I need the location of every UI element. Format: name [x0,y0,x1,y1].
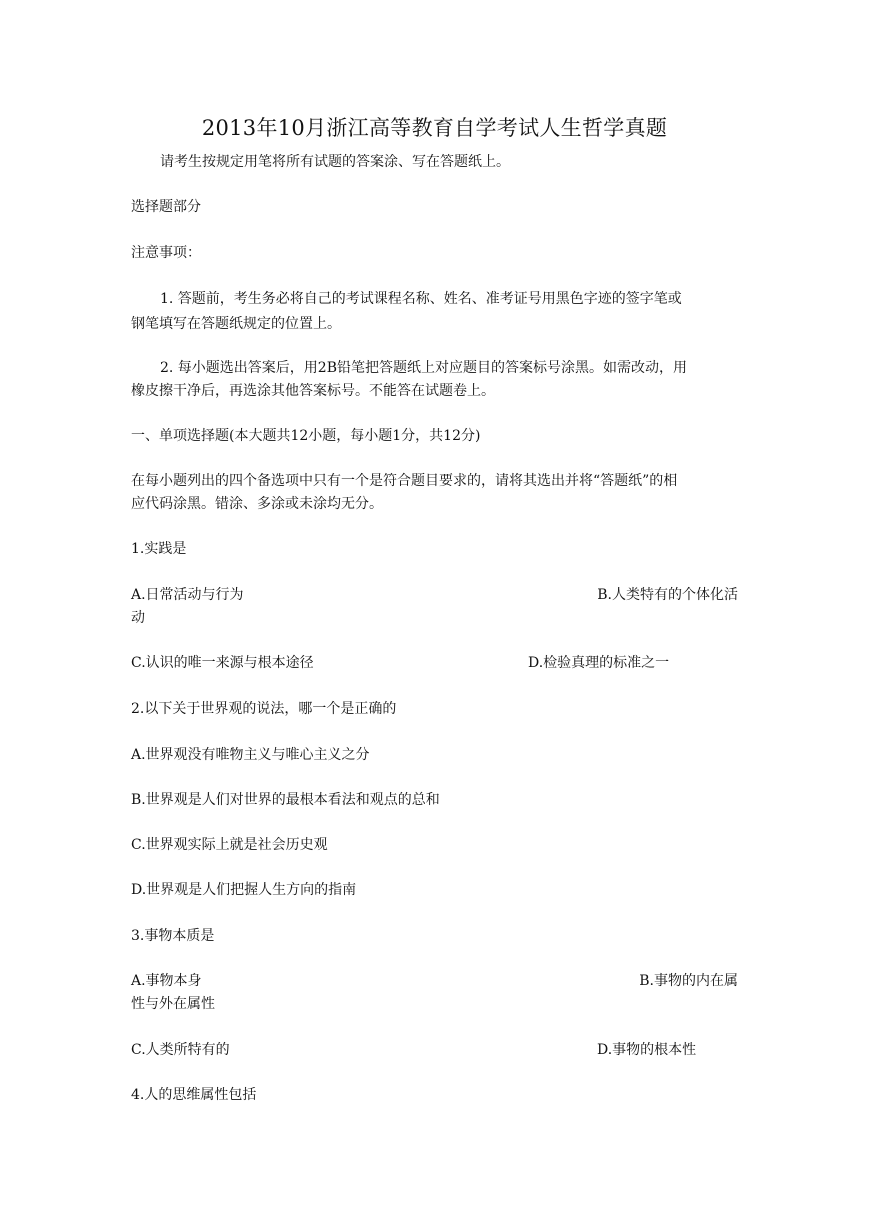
question-1-option-c: C.认识的唯一来源与根本途径 [131,655,314,671]
question-1-option-b: B.人类特有的个体化活 [597,587,738,603]
note-2-line-2: 橡皮擦干净后，再选涂其他答案标号。不能答在试题卷上。 [131,383,495,399]
question-1-option-d: D.检验真理的标准之一 [528,655,670,671]
note-1-line-1: 1. 答题前，考生务必将自己的考试课程名称、姓名、准考证号用黑色字迹的签字笔或 [160,291,682,307]
notes-heading: 注意事项： [131,245,201,261]
page-title: 2013年10月浙江高等教育自学考试人生哲学真题 [201,116,668,140]
instruction-text: 请考生按规定用笔将所有试题的答案涂、写在答题纸上。 [160,154,510,170]
part-1-instruction-line-1: 在每小题列出的四个备选项中只有一个是符合题目要求的，请将其选出并将“答题纸”的相 [131,473,678,489]
question-3-option-a: A.事物本身 [131,973,202,989]
note-2-line-1: 2. 每小题选出答案后，用2B铅笔把答题纸上对应题目的答案标号涂黑。如需改动，用 [160,360,688,376]
question-3-stem: 3.事物本质是 [131,928,215,944]
question-2-option-a: A.世界观没有唯物主义与唯心主义之分 [131,747,370,763]
question-3-option-c: C.人类所特有的 [131,1042,230,1058]
part-1-heading: 一、单项选择题(本大题共12小题，每小题1分，共12分) [131,428,481,444]
question-2-stem: 2.以下关于世界观的说法，哪一个是正确的 [131,701,397,717]
part-1-instruction-line-2: 应代码涂黑。错涂、多涂或未涂均无分。 [131,496,383,512]
note-1-line-2: 钢笔填写在答题纸规定的位置上。 [131,316,341,332]
question-2-option-c: C.世界观实际上就是社会历史观 [131,837,328,853]
question-2-option-b: B.世界观是人们对世界的最根本看法和观点的总和 [131,792,440,808]
section-heading: 选择题部分 [131,199,201,215]
question-4-stem: 4.人的思维属性包括 [131,1087,257,1103]
question-1-option-a: A.日常活动与行为 [131,587,244,603]
question-3-option-d: D.事物的根本性 [597,1042,697,1058]
question-1-option-b-wrap: 动 [131,610,145,626]
question-2-option-d: D.世界观是人们把握人生方向的指南 [131,882,357,898]
question-3-option-b: B.事物的内在属 [639,973,738,989]
question-3-option-b-wrap: 性与外在属性 [131,996,215,1012]
question-1-stem: 1.实践是 [131,541,187,557]
